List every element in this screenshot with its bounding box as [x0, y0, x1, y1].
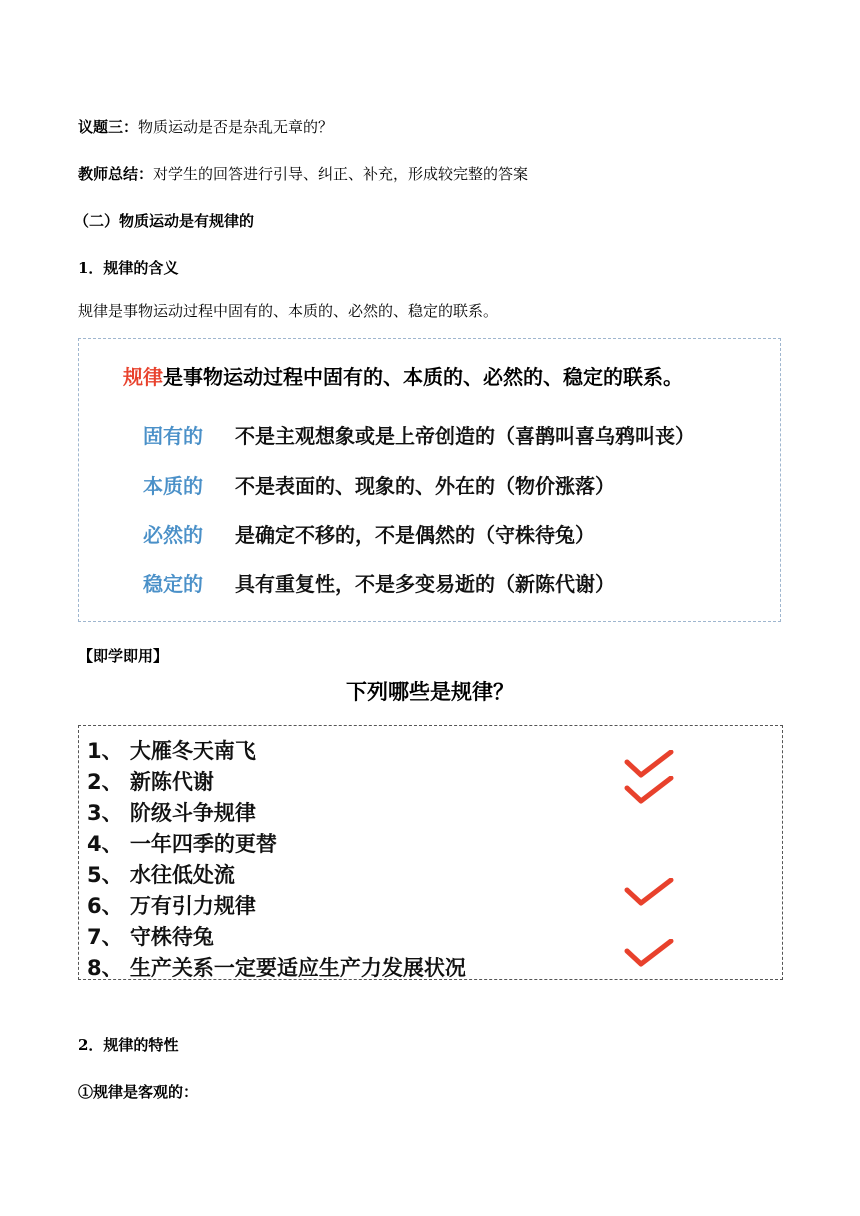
quiz-item: 4、 一年四季的更替 [87, 832, 277, 856]
definition-desc: 不是表面的、现象的、外在的（物价涨落） [235, 474, 615, 498]
quiz-item: 5、 水往低处流 [87, 863, 235, 887]
checkmark-icon [623, 939, 675, 969]
topic3-label: 议题三： [78, 118, 139, 136]
checkmark-icon [623, 776, 675, 806]
teacher-summary-label: 教师总结： [78, 165, 154, 183]
definition-term: 本质的 [143, 474, 203, 498]
definition-box-title [123, 361, 683, 390]
definition-row [143, 519, 595, 548]
definition-desc: 不是主观想象或是上帝创造的（喜鹊叫喜乌鸦叫丧） [235, 424, 695, 448]
definition-row [143, 568, 615, 597]
definition-desc: 是确定不移的，不是偶然的（守株待兔） [235, 523, 595, 547]
point1: ①规律是客观的： [78, 1083, 199, 1101]
definition-keyword: 规律 [123, 365, 163, 389]
checkmark-icon [623, 878, 675, 908]
quiz-item: 3、 阶级斗争规律 [87, 801, 256, 825]
quiz-title: 下列哪些是规律？ [346, 680, 514, 704]
section2-heading: （二）物质运动是有规律的 [74, 212, 255, 230]
teacher-summary-text: 对学生的回答进行引导、纠正、补充，形成较完整的答案 [153, 165, 529, 183]
topic3-line [78, 116, 333, 137]
topic3-text: 物质运动是否是杂乱无章的？ [138, 118, 334, 136]
teacher-summary-line [78, 163, 528, 184]
definition-term: 固有的 [143, 424, 203, 448]
practice-heading: 【即学即用】 [78, 647, 169, 665]
definition-title-rest: 是事物运动过程中固有的、本质的、必然的、稳定的联系。 [163, 365, 683, 389]
sub2-heading: 2．规律的特性 [78, 1036, 179, 1054]
quiz-item: 6、 万有引力规律 [87, 894, 256, 918]
quiz-box [78, 725, 783, 980]
definition-text: 规律是事物运动过程中固有的、本质的、必然的、稳定的联系。 [78, 302, 499, 320]
definition-term: 必然的 [143, 523, 203, 547]
quiz-item: 1、 大雁冬天南飞 [87, 739, 256, 763]
definition-row [143, 470, 615, 499]
definition-row [143, 420, 695, 449]
quiz-item: 7、 守株待兔 [87, 925, 214, 949]
quiz-item: 2、 新陈代谢 [87, 770, 214, 794]
quiz-item: 8、 生产关系一定要适应生产力发展状况 [87, 956, 466, 980]
sub1-heading: 1．规律的含义 [78, 259, 179, 277]
definition-term: 稳定的 [143, 572, 203, 596]
definition-desc: 具有重复性，不是多变易逝的（新陈代谢） [235, 572, 615, 596]
definition-box [78, 338, 781, 622]
